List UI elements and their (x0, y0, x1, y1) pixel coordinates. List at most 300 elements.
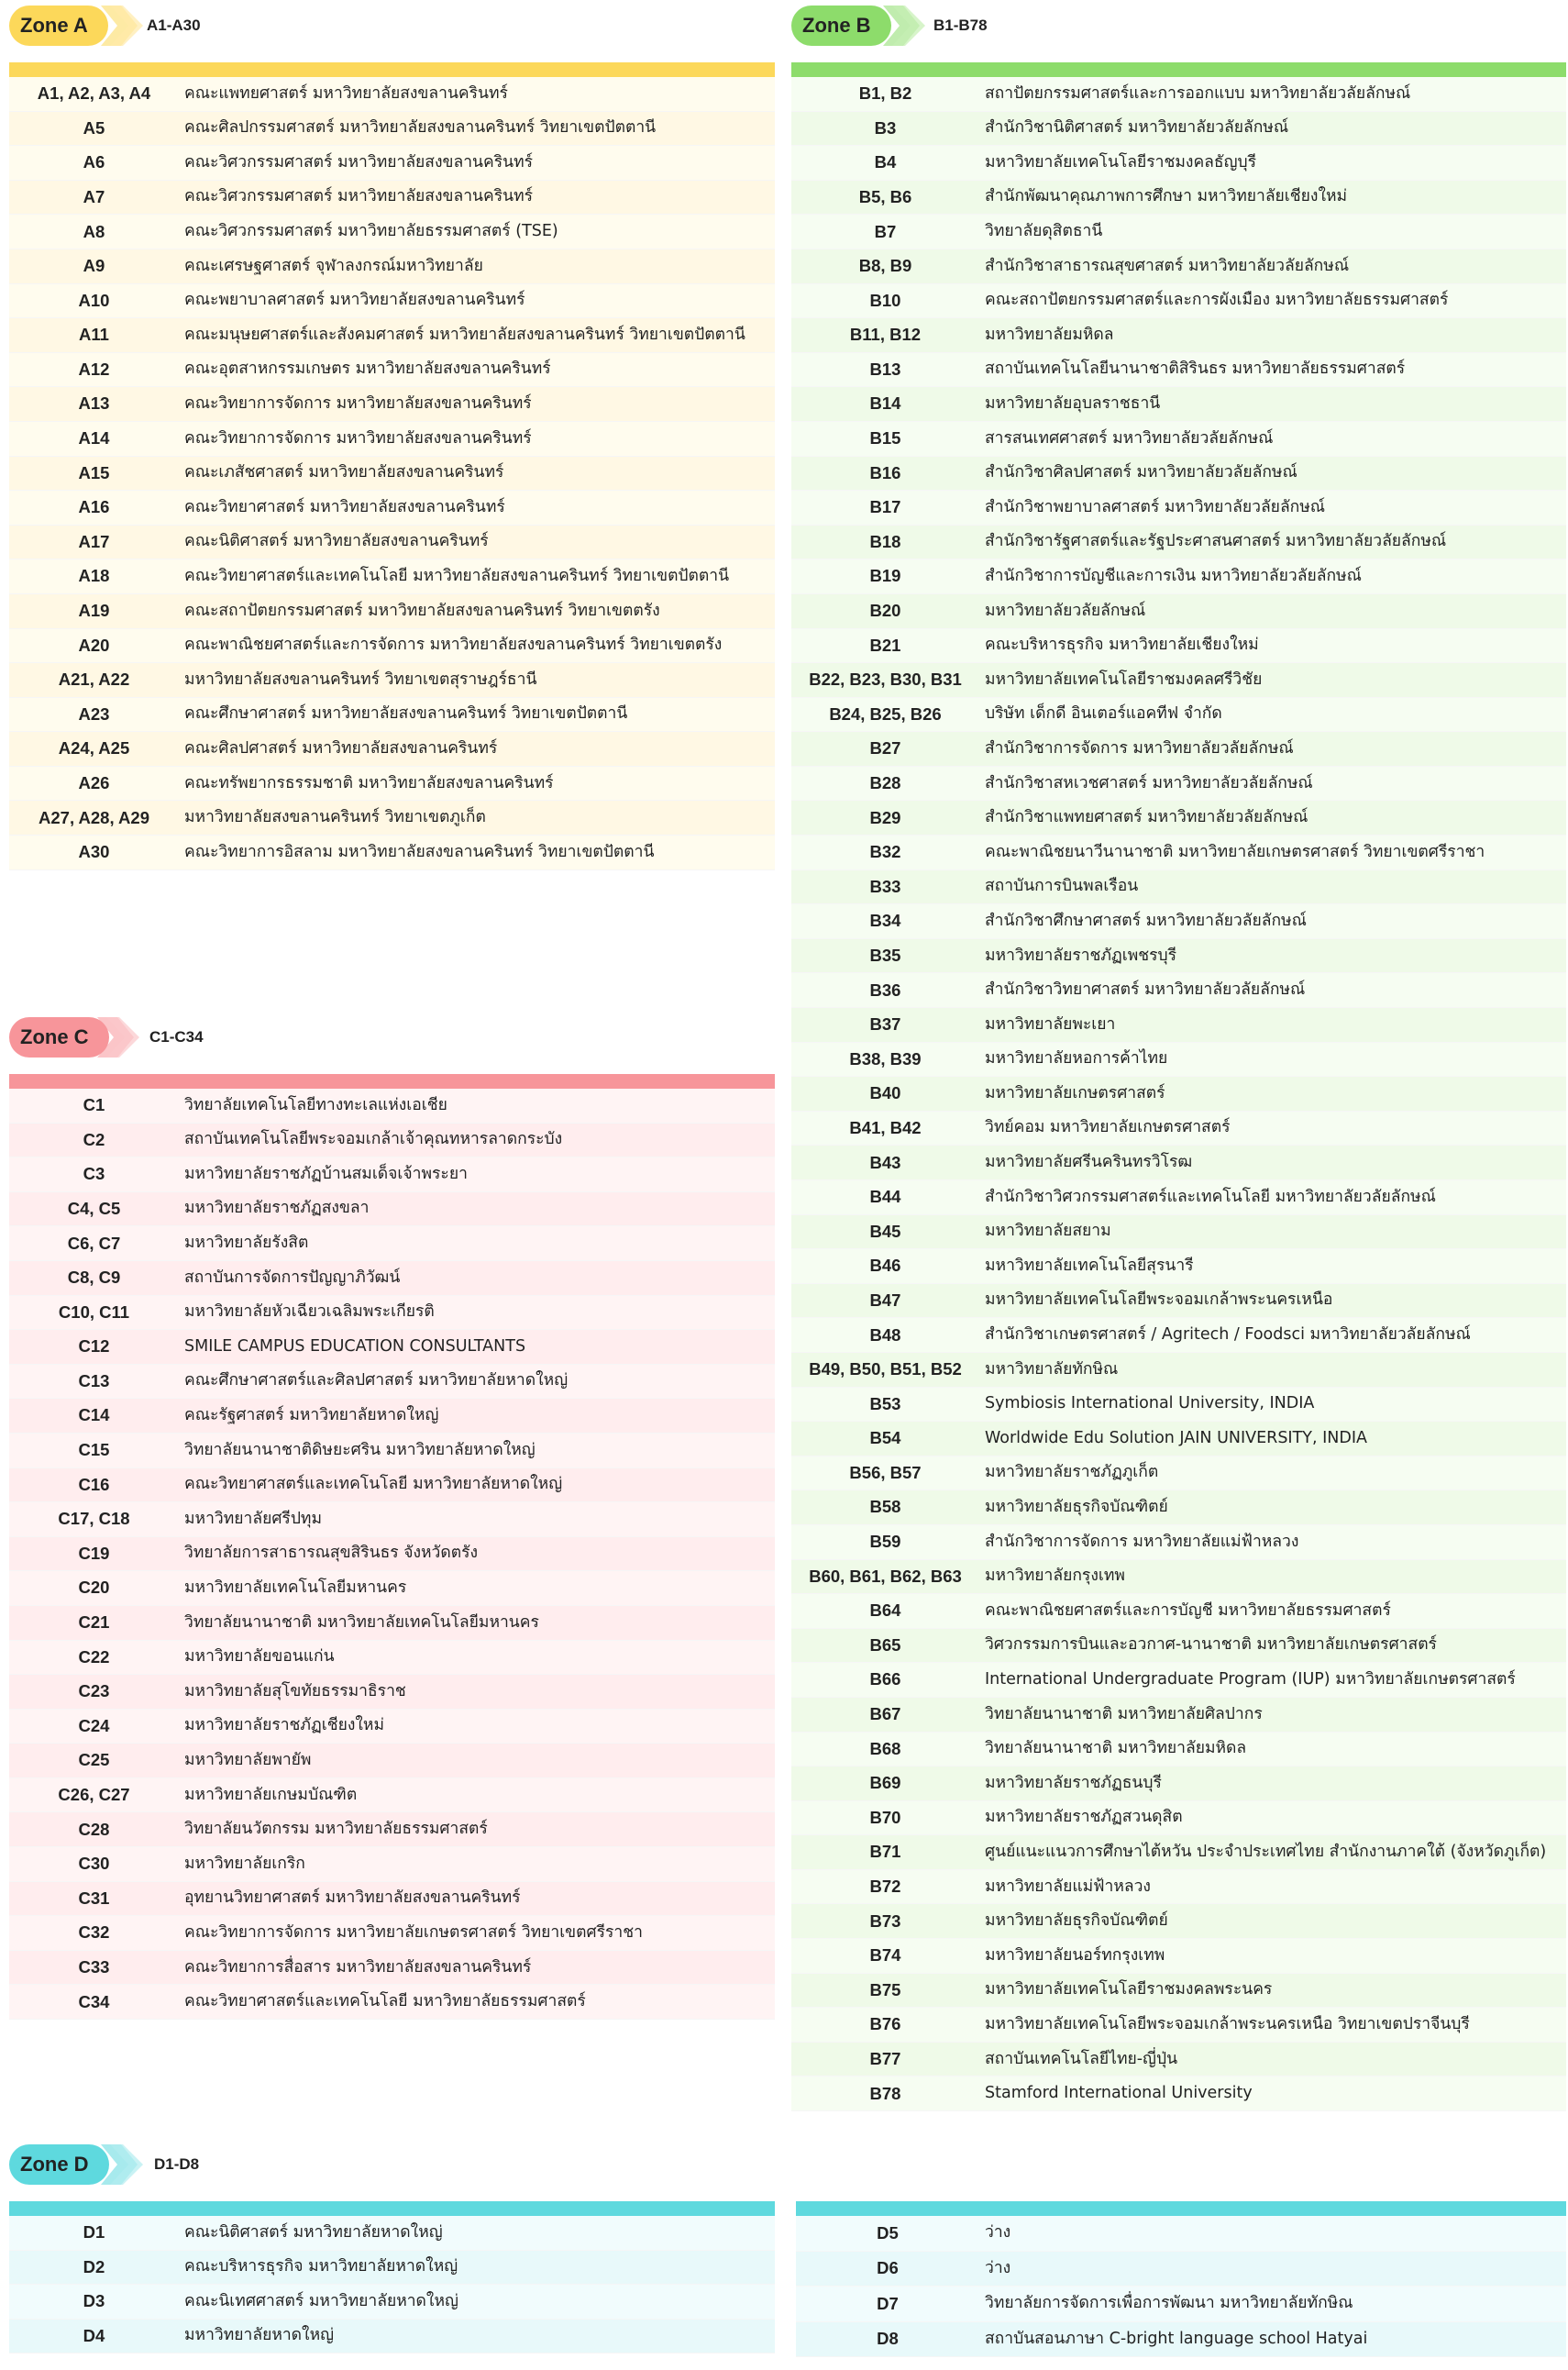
institution-name: มหาวิทยาลัยราชภัฏบ้านสมเด็จเจ้าพระยา (179, 1157, 775, 1192)
table-row (9, 1881, 775, 1916)
booth-code: B58 (791, 1490, 979, 1525)
booth-code: A10 (9, 283, 179, 318)
institution-name: คณะพาณิชยศาสตร์และการบัญชี มหาวิทยาลัยธรรมศาสตร์ (979, 1594, 1566, 1629)
zone-d-section (9, 2144, 1566, 2370)
zone-d-right-body (796, 2216, 1566, 2357)
institution-name: สำนักวิชาเกษตรศาสตร์ / Agritech / Foodsci มหาวิทยาลัยวลัยลักษณ์ (979, 1318, 1566, 1353)
table-row (9, 801, 775, 836)
table-row (791, 1077, 1566, 1112)
institution-name: มหาวิทยาลัยพะเยา (979, 1008, 1566, 1043)
institution-name: ว่าง (979, 2251, 1566, 2287)
booth-code: B70 (791, 1800, 979, 1835)
table-row (791, 1800, 1566, 1835)
institution-name: วิทยาลัยเทคโนโลยีทางทะเลแห่งเอเชีย (179, 1089, 775, 1123)
booth-code: A23 (9, 697, 179, 732)
table-row (9, 352, 775, 387)
booth-code: B37 (791, 1008, 979, 1043)
booth-code: B72 (791, 1869, 979, 1904)
institution-name: สำนักวิชาสาธารณสุขศาสตร์ มหาวิทยาลัยวลัยลักษณ์ (979, 249, 1566, 283)
booth-code: A17 (9, 525, 179, 559)
institution-name: วิทยาลัยนานาชาติ มหาวิทยาลัยเทคโนโลยีมหานคร (179, 1605, 775, 1640)
booth-code: A16 (9, 491, 179, 526)
booth-code: A19 (9, 593, 179, 628)
booth-code: C17, C18 (9, 1502, 179, 1537)
booth-code: C3 (9, 1157, 179, 1192)
booth-code: B16 (791, 456, 979, 491)
zone-c-header (9, 1017, 775, 1069)
booth-code: C31 (9, 1881, 179, 1916)
institution-name: มหาวิทยาลัยหอการค้าไทย (979, 1042, 1566, 1077)
table-row (791, 593, 1566, 628)
booth-code: B29 (791, 801, 979, 836)
zone-a-badge: Zone A (9, 6, 108, 46)
table-row (9, 1191, 775, 1226)
institution-name: สำนักวิชารัฐศาสตร์และรัฐประศาสนศาสตร์ มหาวิทยาลัยวลัยลักษณ์ (979, 525, 1566, 559)
table-row (9, 1571, 775, 1606)
booth-code: A14 (9, 421, 179, 456)
institution-name: มหาวิทยาลัยราชภัฏเพชรบุรี (979, 938, 1566, 973)
zone-d-left (9, 2201, 775, 2353)
table-row (796, 2287, 1566, 2322)
booth-code: C33 (9, 1950, 179, 1985)
institution-name: สำนักวิชาศิลปศาสตร์ มหาวิทยาลัยวลัยลักษณ์ (979, 456, 1566, 491)
institution-name: มหาวิทยาลัยมหิดล (979, 318, 1566, 353)
table-row (9, 146, 775, 181)
institution-name: มหาวิทยาลัยหาดใหญ่ (179, 2319, 775, 2353)
booth-code: C24 (9, 1709, 179, 1744)
booth-code: B13 (791, 352, 979, 387)
booth-code: B15 (791, 421, 979, 456)
table-row (9, 387, 775, 422)
booth-code: B78 (791, 2077, 979, 2111)
table-row (9, 421, 775, 456)
booth-code: B54 (791, 1422, 979, 1456)
table-row (9, 1226, 775, 1261)
zone-c-bar (9, 1074, 775, 1089)
institution-name: วิทยาลัยนวัตกรรม มหาวิทยาลัยธรรมศาสตร์ (179, 1812, 775, 1847)
zone-d-range: D1-D8 (154, 2155, 200, 2173)
institution-name: สำนักวิชาวิทยาศาสตร์ มหาวิทยาลัยวลัยลักษณ์ (979, 973, 1566, 1008)
institution-name: คณะวิศวกรรมศาสตร์ มหาวิทยาลัยธรรมศาสตร์ (TSE) (179, 215, 775, 249)
institution-name: คณะทรัพยากรธรรมชาติ มหาวิทยาลัยสงขลานครินทร์ (179, 766, 775, 801)
table-row (9, 1295, 775, 1330)
booth-code: B28 (791, 766, 979, 801)
zone-b-table-body (791, 77, 1566, 2111)
table-row (791, 180, 1566, 215)
institution-name: คณะสถาปัตยกรรมศาสตร์ มหาวิทยาลัยสงขลานครินทร์ วิทยาเขตตรัง (179, 593, 775, 628)
booth-code: B17 (791, 491, 979, 526)
institution-name: คณะศิลปศาสตร์ มหาวิทยาลัยสงขลานครินทร์ (179, 732, 775, 767)
institution-name: วิทยาลัยดุสิตธานี (979, 215, 1566, 249)
table-row (9, 525, 775, 559)
booth-code: A26 (9, 766, 179, 801)
table-row (791, 77, 1566, 111)
table-row (9, 1709, 775, 1744)
institution-name: คณะรัฐศาสตร์ มหาวิทยาลัยหาดใหญ่ (179, 1399, 775, 1434)
zone-b-bar (791, 62, 1566, 77)
institution-name: วิทยาลัยนานาชาติ มหาวิทยาลัยมหิดล (979, 1732, 1566, 1766)
table-row (9, 1330, 775, 1365)
booth-code: C20 (9, 1571, 179, 1606)
booth-code: B19 (791, 559, 979, 594)
booth-code: B69 (791, 1766, 979, 1801)
institution-name: คณะมนุษยศาสตร์และสังคมศาสตร์ มหาวิทยาลัยสงขลานครินทร์ วิทยาเขตปัตตานี (179, 318, 775, 353)
booth-code: B10 (791, 283, 979, 318)
table-row (9, 1260, 775, 1295)
table-row (791, 1594, 1566, 1629)
booth-code: A7 (9, 180, 179, 215)
booth-code: C25 (9, 1744, 179, 1778)
institution-name: คณะบริหารธุรกิจ มหาวิทยาลัยเชียงใหม่ (979, 628, 1566, 663)
booth-code: A21, A22 (9, 663, 179, 698)
table-row (791, 421, 1566, 456)
institution-name: คณะนิเทศศาสตร์ มหาวิทยาลัยหาดใหญ่ (179, 2285, 775, 2320)
zone-b-section (791, 6, 1566, 2111)
table-row (791, 836, 1566, 870)
zone-c-table (9, 1089, 775, 2020)
booth-code: B33 (791, 869, 979, 904)
institution-name: สารสนเทศศาสตร์ มหาวิทยาลัยวลัยลักษณ์ (979, 421, 1566, 456)
table-row (9, 1916, 775, 1951)
booth-code: B5, B6 (791, 180, 979, 215)
table-row (9, 559, 775, 594)
zone-a-table-body (9, 77, 775, 869)
institution-name: วิศวกรรมการบินและอวกาศ-นานาชาติ มหาวิทยาลัยเกษตรศาสตร์ (979, 1628, 1566, 1663)
zone-c-section (9, 1017, 775, 2020)
table-row (9, 215, 775, 249)
table-row (791, 938, 1566, 973)
table-row (791, 352, 1566, 387)
table-row (791, 1663, 1566, 1698)
institution-name: International Undergraduate Program (IUP) มหาวิทยาลัยเกษตรศาสตร์ (979, 1663, 1566, 1698)
table-row (9, 1847, 775, 1882)
booth-code: A13 (9, 387, 179, 422)
zone-d-badge: Zone D (9, 2144, 109, 2185)
table-row (791, 766, 1566, 801)
institution-name: มหาวิทยาลัยสงขลานครินทร์ วิทยาเขตภูเก็ต (179, 801, 775, 836)
institution-name: วิทยาลัยการจัดการเพื่อการพัฒนา มหาวิทยาลัยทักษิณ (979, 2287, 1566, 2322)
table-row (791, 146, 1566, 181)
zone-a-bar (9, 62, 775, 77)
table-row (9, 1985, 775, 2020)
table-row (791, 1904, 1566, 1939)
institution-name: คณะพาณิชยนาวีนานาชาติ มหาวิทยาลัยเกษตรศาสตร์ วิทยาเขตศรีราชา (979, 836, 1566, 870)
table-row (9, 2285, 775, 2320)
table-row (791, 801, 1566, 836)
table-row (9, 2319, 775, 2353)
institution-name: มหาวิทยาลัยธุรกิจบัณฑิตย์ (979, 1904, 1566, 1939)
booth-code: B22, B23, B30, B31 (791, 663, 979, 698)
institution-name: สถาบันการบินพลเรือน (979, 869, 1566, 904)
institution-name: มหาวิทยาลัยธุรกิจบัณฑิตย์ (979, 1490, 1566, 1525)
institution-name: คณะนิติศาสตร์ มหาวิทยาลัยหาดใหญ่ (179, 2216, 775, 2250)
table-row (791, 1732, 1566, 1766)
zone-d-left-body (9, 2216, 775, 2353)
table-row (791, 869, 1566, 904)
booth-code: B1, B2 (791, 77, 979, 111)
institution-name: มหาวิทยาลัยขอนแก่น (179, 1640, 775, 1675)
table-row (791, 1387, 1566, 1422)
table-row (791, 1628, 1566, 1663)
booth-code: B4 (791, 146, 979, 181)
institution-name: มหาวิทยาลัยหัวเฉียวเฉลิมพระเกียรติ (179, 1295, 775, 1330)
table-row (9, 2250, 775, 2285)
institution-name: มหาวิทยาลัยราชภัฏภูเก็ต (979, 1456, 1566, 1490)
table-row (791, 491, 1566, 526)
booth-code: A5 (9, 111, 179, 146)
table-row (9, 77, 775, 111)
booth-code: C13 (9, 1364, 179, 1399)
table-row (791, 249, 1566, 283)
institution-name: มหาวิทยาลัยทักษิณ (979, 1352, 1566, 1387)
institution-name: สถาบันเทคโนโลยีนานาชาติสิรินธร มหาวิทยาลัยธรรมศาสตร์ (979, 352, 1566, 387)
booth-code: B18 (791, 525, 979, 559)
institution-name: มหาวิทยาลัยรังสิต (179, 1226, 775, 1261)
table-row (791, 1490, 1566, 1525)
table-row (9, 1502, 775, 1537)
institution-name: สำนักวิชาการจัดการ มหาวิทยาลัยวลัยลักษณ์ (979, 732, 1566, 767)
institution-name: มหาวิทยาลัยศรีปทุม (179, 1502, 775, 1537)
booth-code: B11, B12 (791, 318, 979, 353)
table-row (791, 215, 1566, 249)
table-row (9, 249, 775, 283)
institution-name: คณะวิทยาการจัดการ มหาวิทยาลัยเกษตรศาสตร์ วิทยาเขตศรีราชา (179, 1916, 775, 1951)
table-row (791, 663, 1566, 698)
booth-code: B43 (791, 1146, 979, 1180)
zone-a-range: A1-A30 (147, 17, 201, 34)
booth-code: B59 (791, 1524, 979, 1559)
table-row (9, 1950, 775, 1985)
table-row (9, 180, 775, 215)
table-row (796, 2321, 1566, 2357)
table-row (9, 456, 775, 491)
table-row (791, 2077, 1566, 2111)
table-row (791, 1973, 1566, 2008)
institution-name: บริษัท เด็กดี อินเตอร์แอคทีฟ จำกัด (979, 697, 1566, 732)
booth-code: B46 (791, 1249, 979, 1284)
booth-code: B32 (791, 836, 979, 870)
booth-code: C4, C5 (9, 1191, 179, 1226)
institution-name: มหาวิทยาลัยแม่ฟ้าหลวง (979, 1869, 1566, 1904)
table-row (9, 1399, 775, 1434)
institution-name: ว่าง (979, 2216, 1566, 2251)
institution-name: คณะวิทยาศาสตร์ มหาวิทยาลัยสงขลานครินทร์ (179, 491, 775, 526)
institution-name: สำนักวิชานิติศาสตร์ มหาวิทยาลัยวลัยลักษณ์ (979, 111, 1566, 146)
booth-code: B20 (791, 593, 979, 628)
table-row (791, 1283, 1566, 1318)
zone-c-range: C1-C34 (149, 1028, 204, 1046)
booth-code: B47 (791, 1283, 979, 1318)
booth-code: D2 (9, 2250, 179, 2285)
table-row (791, 732, 1566, 767)
table-row (791, 2008, 1566, 2043)
booth-code: B76 (791, 2008, 979, 2043)
table-row (791, 1214, 1566, 1249)
institution-name: Symbiosis International University, INDIA (979, 1387, 1566, 1422)
table-row (9, 697, 775, 732)
booth-code: B75 (791, 1973, 979, 2008)
booth-code: A20 (9, 628, 179, 663)
booth-code: C32 (9, 1916, 179, 1951)
institution-name: สำนักวิชาพยาบาลศาสตร์ มหาวิทยาลัยวลัยลักษณ์ (979, 491, 1566, 526)
table-row (791, 111, 1566, 146)
booth-code: A18 (9, 559, 179, 594)
table-row (9, 1778, 775, 1812)
booth-code: B53 (791, 1387, 979, 1422)
table-row (791, 1180, 1566, 1215)
table-row (791, 283, 1566, 318)
booth-code: C14 (9, 1399, 179, 1434)
zone-d-bar-right (796, 2201, 1566, 2216)
institution-name: วิทย์คอม มหาวิทยาลัยเกษตรศาสตร์ (979, 1111, 1566, 1146)
zone-d-header (9, 2144, 1566, 2196)
zone-a-section (9, 6, 775, 870)
institution-name: คณะวิทยาการสื่อสาร มหาวิทยาลัยสงขลานครินทร์ (179, 1950, 775, 1985)
booth-code: A9 (9, 249, 179, 283)
zone-b-table (791, 77, 1566, 2111)
institution-name: มหาวิทยาลัยราชภัฏเชียงใหม่ (179, 1709, 775, 1744)
table-row (791, 1146, 1566, 1180)
institution-name: คณะวิทยาการจัดการ มหาวิทยาลัยสงขลานครินทร์ (179, 421, 775, 456)
institution-name: ศูนย์แนะแนวการศึกษาไต้หวัน ประจำประเทศไทย สำนักงานภาคใต้ (จังหวัดภูเก็ต) (979, 1835, 1566, 1870)
table-row (791, 1697, 1566, 1732)
booth-code: B24, B25, B26 (791, 697, 979, 732)
institution-name: มหาวิทยาลัยเกษตรศาสตร์ (979, 1077, 1566, 1112)
booth-code: C23 (9, 1675, 179, 1710)
institution-name: คณะอุตสาหกรรมเกษตร มหาวิทยาลัยสงขลานครินทร์ (179, 352, 775, 387)
zone-d-bar-left (9, 2201, 775, 2216)
booth-code: C2 (9, 1123, 179, 1157)
institution-name: คณะวิทยาการอิสลาม มหาวิทยาลัยสงขลานครินทร์ วิทยาเขตปัตตานี (179, 836, 775, 870)
institution-name: มหาวิทยาลัยสงขลานครินทร์ วิทยาเขตสุราษฎร์ธานี (179, 663, 775, 698)
table-row (791, 1559, 1566, 1594)
table-row (9, 766, 775, 801)
booth-code: A15 (9, 456, 179, 491)
booth-code: B67 (791, 1697, 979, 1732)
institution-name: มหาวิทยาลัยราชภัฏธนบุรี (979, 1766, 1566, 1801)
institution-name: มหาวิทยาลัยเทคโนโลยีสุรนารี (979, 1249, 1566, 1284)
table-row (791, 697, 1566, 732)
table-row (9, 593, 775, 628)
booth-code: A24, A25 (9, 732, 179, 767)
institution-name: คณะศิลปกรรมศาสตร์ มหาวิทยาลัยสงขลานครินทร์ วิทยาเขตปัตตานี (179, 111, 775, 146)
booth-code: C1 (9, 1089, 179, 1123)
institution-name: สำนักพัฒนาคุณภาพการศึกษา มหาวิทยาลัยเชียงใหม่ (979, 180, 1566, 215)
institution-name: สำนักวิชาวิศวกรรมศาสตร์และเทคโนโลยี มหาวิทยาลัยวลัยลักษณ์ (979, 1180, 1566, 1215)
booth-code: B27 (791, 732, 979, 767)
booth-code: C21 (9, 1605, 179, 1640)
institution-name: Worldwide Edu Solution JAIN UNIVERSITY, INDIA (979, 1422, 1566, 1456)
table-row (791, 525, 1566, 559)
institution-name: สถาปัตยกรรมศาสตร์และการออกแบบ มหาวิทยาลัยวลัยลักษณ์ (979, 77, 1566, 111)
table-row (791, 318, 1566, 353)
institution-name: คณะพยาบาลศาสตร์ มหาวิทยาลัยสงขลานครินทร์ (179, 283, 775, 318)
booth-code: B36 (791, 973, 979, 1008)
institution-name: สำนักวิชาสหเวชศาสตร์ มหาวิทยาลัยวลัยลักษณ์ (979, 766, 1566, 801)
zone-d-tables (9, 2196, 1566, 2370)
table-row (791, 1422, 1566, 1456)
institution-name: มหาวิทยาลัยราชภัฏสงขลา (179, 1191, 775, 1226)
zone-b-badge: Zone B (791, 6, 891, 46)
table-row (9, 1812, 775, 1847)
booth-code: C34 (9, 1985, 179, 2020)
institution-name: คณะวิทยาศาสตร์และเทคโนโลยี มหาวิทยาลัยธรรมศาสตร์ (179, 1985, 775, 2020)
booth-code: B48 (791, 1318, 979, 1353)
booth-code: B44 (791, 1180, 979, 1215)
institution-name: คณะเภสัชศาสตร์ มหาวิทยาลัยสงขลานครินทร์ (179, 456, 775, 491)
booth-code: B71 (791, 1835, 979, 1870)
table-row (791, 1249, 1566, 1284)
booth-code: C12 (9, 1330, 179, 1365)
booth-code: A11 (9, 318, 179, 353)
table-row (791, 628, 1566, 663)
table-row (9, 1467, 775, 1502)
zone-c-table-body (9, 1089, 775, 2020)
institution-name: มหาวิทยาลัยสุโขทัยธรรมาธิราช (179, 1675, 775, 1710)
booth-code: B77 (791, 2042, 979, 2077)
institution-name: คณะวิทยาศาสตร์และเทคโนโลยี มหาวิทยาลัยสงขลานครินทร์ วิทยาเขตปัตตานี (179, 559, 775, 594)
institution-name: สำนักวิชาการจัดการ มหาวิทยาลัยแม่ฟ้าหลวง (979, 1524, 1566, 1559)
table-row (9, 628, 775, 663)
institution-name: มหาวิทยาลัยกรุงเทพ (979, 1559, 1566, 1594)
table-row (791, 1939, 1566, 1974)
institution-name: มหาวิทยาลัยเทคโนโลยีราชมงคลพระนคร (979, 1973, 1566, 2008)
institution-name: วิทยาลัยนานาชาติดิษยะศริน มหาวิทยาลัยหาดใหญ่ (179, 1433, 775, 1467)
institution-name: คณะแพทยศาสตร์ มหาวิทยาลัยสงขลานครินทร์ (179, 77, 775, 111)
zone-d-table-left (9, 2216, 775, 2353)
institution-name: มหาวิทยาลัยราชภัฏสวนดุสิต (979, 1800, 1566, 1835)
institution-name: คณะวิทยาการจัดการ มหาวิทยาลัยสงขลานครินทร์ (179, 387, 775, 422)
booth-code: A8 (9, 215, 179, 249)
institution-name: อุทยานวิทยาศาสตร์ มหาวิทยาลัยสงขลานครินทร์ (179, 1881, 775, 1916)
institution-name: มหาวิทยาลัยเทคโนโลยีมหานคร (179, 1571, 775, 1606)
booth-code: B8, B9 (791, 249, 979, 283)
booth-code: D8 (796, 2321, 979, 2357)
booth-code: B49, B50, B51, B52 (791, 1352, 979, 1387)
table-row (791, 1008, 1566, 1043)
institution-name: สำนักวิชาศึกษาศาสตร์ มหาวิทยาลัยวลัยลักษณ์ (979, 904, 1566, 939)
institution-name: SMILE CAMPUS EDUCATION CONSULTANTS (179, 1330, 775, 1365)
table-row (796, 2216, 1566, 2251)
institution-name: คณะวิทยาศาสตร์และเทคโนโลยี มหาวิทยาลัยหาดใหญ่ (179, 1467, 775, 1502)
institution-name: มหาวิทยาลัยเทคโนโลยีราชมงคลศรีวิชัย (979, 663, 1566, 698)
institution-name: คณะสถาปัตยกรรมศาสตร์และการผังเมือง มหาวิทยาลัยธรรมศาสตร์ (979, 283, 1566, 318)
institution-name: มหาวิทยาลัยเกษมบัณฑิต (179, 1778, 775, 1812)
institution-name: คณะศึกษาศาสตร์ มหาวิทยาลัยสงขลานครินทร์ วิทยาเขตปัตตานี (179, 697, 775, 732)
booth-code: C6, C7 (9, 1226, 179, 1261)
table-row (9, 111, 775, 146)
table-row (791, 456, 1566, 491)
table-row (9, 836, 775, 870)
table-row (791, 1869, 1566, 1904)
booth-code: B64 (791, 1594, 979, 1629)
table-row (791, 904, 1566, 939)
zone-d-right (796, 2201, 1566, 2357)
table-row (9, 1089, 775, 1123)
table-row (9, 1675, 775, 1710)
booth-code: B45 (791, 1214, 979, 1249)
booth-code: D5 (796, 2216, 979, 2251)
booth-code: C19 (9, 1536, 179, 1571)
booth-code: A30 (9, 836, 179, 870)
zone-d-table-right (796, 2216, 1566, 2357)
institution-name: สถาบันสอนภาษา C-bright language school Hatyai (979, 2321, 1566, 2357)
table-row (9, 1640, 775, 1675)
booth-code: B35 (791, 938, 979, 973)
booth-code: D4 (9, 2319, 179, 2353)
booth-code: D3 (9, 2285, 179, 2320)
booth-code: B3 (791, 111, 979, 146)
